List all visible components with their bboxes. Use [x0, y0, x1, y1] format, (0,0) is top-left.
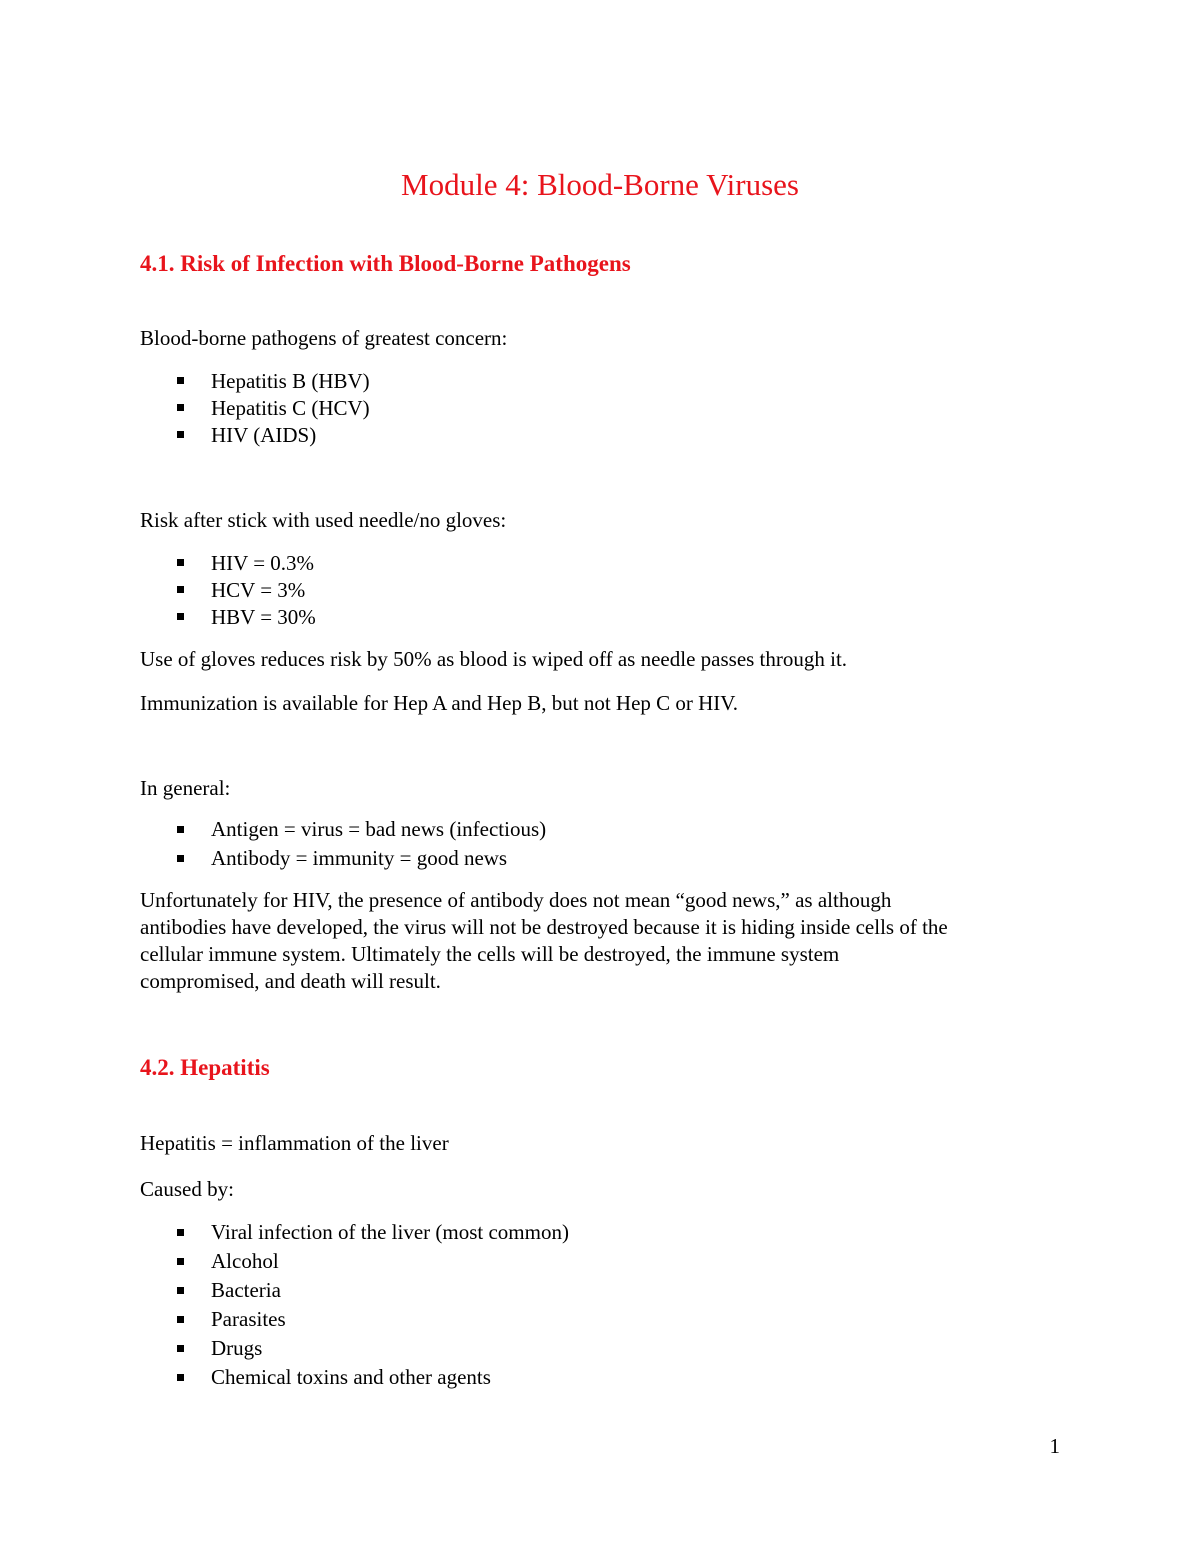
section-heading-4-1: 4.1. Risk of Infection with Blood-Borne Pathogens [140, 251, 631, 276]
risk-intro: Risk after stick with used needle/no gloves: [140, 508, 507, 532]
square-bullet-icon [177, 586, 184, 593]
square-bullet-icon [177, 613, 184, 620]
list-item: Hepatitis B (HBV) [140, 368, 370, 395]
paragraph-line: compromised, and death will result. [140, 969, 441, 993]
list-item: Hepatitis C (HCV) [140, 395, 370, 422]
square-bullet-icon [177, 1316, 184, 1323]
list-item: HIV = 0.3% [140, 550, 316, 577]
list-item: Parasites [140, 1306, 569, 1335]
section-heading-4-2: 4.2. Hepatitis [140, 1055, 270, 1080]
causes-list [140, 1219, 569, 1393]
square-bullet-icon [177, 377, 184, 384]
square-bullet-icon [177, 1258, 184, 1265]
causes-intro: Caused by: [140, 1177, 234, 1201]
list-item: Alcohol [140, 1248, 569, 1277]
list-item: HBV = 30% [140, 604, 316, 631]
square-bullet-icon [177, 855, 184, 862]
list-item: Antibody = immunity = good news [140, 845, 546, 874]
immunization-text: Immunization is available for Hep A and Hep B, but not Hep C or HIV. [140, 691, 739, 715]
square-bullet-icon [177, 559, 184, 566]
gloves-text: Use of gloves reduces risk by 50% as blood is wiped off as needle passes through it. [140, 647, 848, 671]
list-item: Drugs [140, 1335, 569, 1364]
page-number: 1 [1049, 1434, 1060, 1458]
list-item: Bacteria [140, 1277, 569, 1306]
square-bullet-icon [177, 1345, 184, 1352]
general-list [140, 816, 546, 874]
square-bullet-icon [177, 826, 184, 833]
paragraph-line: antibodies have developed, the virus will not be destroyed because it is hiding inside cells of the [140, 915, 948, 939]
paragraph-line: cellular immune system. Ultimately the cells will be destroyed, the immune system [140, 942, 840, 966]
paragraph-line: Unfortunately for HIV, the presence of antibody does not mean “good news,” as although [140, 888, 892, 912]
square-bullet-icon [177, 1374, 184, 1381]
square-bullet-icon [177, 1287, 184, 1294]
square-bullet-icon [177, 431, 184, 438]
pathogens-list [140, 368, 370, 449]
hiv-paragraph [140, 887, 1060, 995]
square-bullet-icon [177, 404, 184, 411]
list-item: HCV = 3% [140, 577, 316, 604]
square-bullet-icon [177, 1229, 184, 1236]
hepatitis-definition: Hepatitis = inflammation of the liver [140, 1131, 449, 1155]
document-title: Module 4: Blood-Borne Viruses [401, 167, 799, 202]
risk-list [140, 550, 316, 631]
list-item: Antigen = virus = bad news (infectious) [140, 816, 546, 845]
general-intro: In general: [140, 776, 231, 800]
list-item: Chemical toxins and other agents [140, 1364, 569, 1393]
list-item: HIV (AIDS) [140, 422, 370, 449]
list-item: Viral infection of the liver (most common) [140, 1219, 569, 1248]
pathogens-intro: Blood-borne pathogens of greatest concern: [140, 326, 508, 350]
